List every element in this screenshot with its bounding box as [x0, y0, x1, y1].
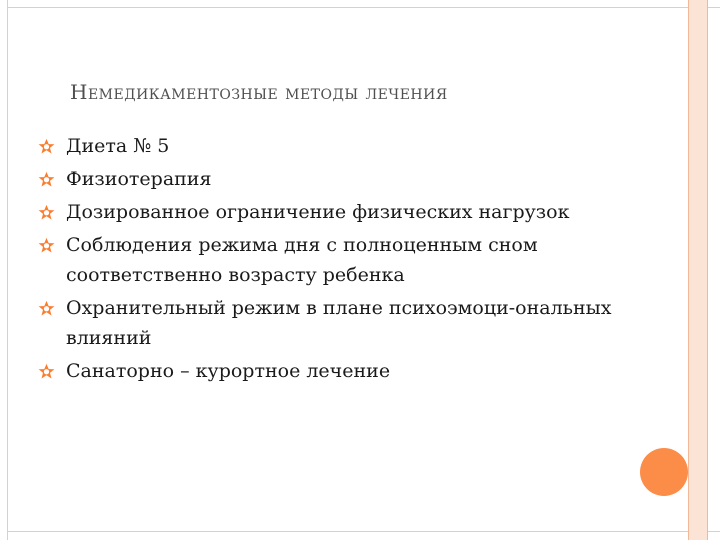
bullet-item [38, 356, 638, 386]
bullet-text: Диета № 5 [66, 135, 170, 157]
bullet-list [38, 131, 638, 389]
bullet-text: Соблюдения режима дня с полноценным сном соответственно возрасту ребенка [66, 234, 538, 286]
frame-line-top [7, 7, 720, 8]
star-bullet-icon [38, 138, 55, 155]
star-bullet-icon [38, 237, 55, 254]
bullet-item [38, 197, 638, 227]
bullet-text: Физиотерапия [66, 168, 212, 190]
bullet-text: Санаторно – курортное лечение [66, 360, 391, 382]
decorative-right-stripe [688, 0, 708, 540]
star-bullet-icon [38, 204, 55, 221]
bullet-item [38, 230, 638, 290]
star-bullet-icon [38, 363, 55, 380]
frame-line-bottom [7, 531, 720, 532]
bullet-text: Дозированное ограничение физических нагрузок [66, 201, 570, 223]
bullet-text: Охранительный режим в плане психоэмоци-ональных влияний [66, 297, 612, 349]
frame-line-left [7, 0, 8, 540]
bullet-item [38, 131, 638, 161]
slide-title: Немедикаментозные методы лечения [70, 80, 448, 104]
star-bullet-icon [38, 171, 55, 188]
decorative-orange-circle [640, 448, 688, 496]
star-bullet-icon [38, 300, 55, 317]
bullet-item [38, 293, 638, 353]
bullet-item [38, 164, 638, 194]
